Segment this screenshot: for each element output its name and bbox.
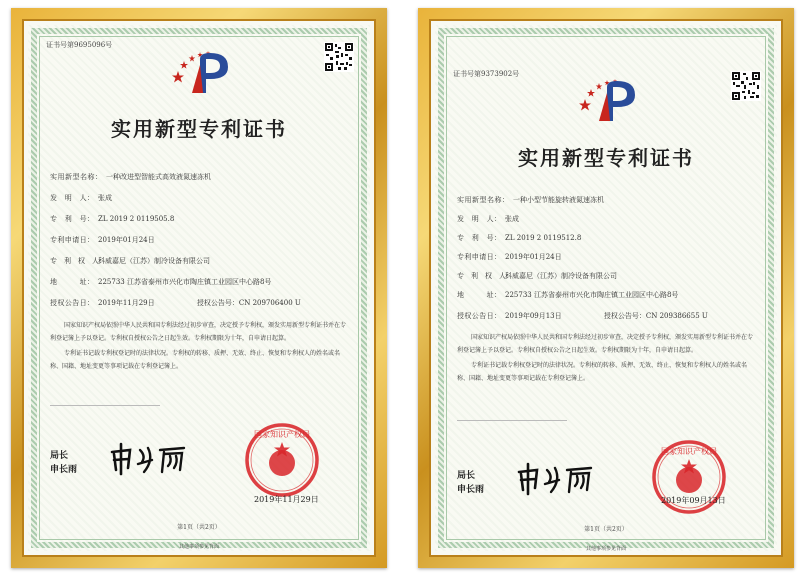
official-seal-icon <box>244 422 320 498</box>
seal-text: 国家知识产权局 <box>661 447 717 456</box>
bottom-note: 其他事项参见背面 <box>585 546 626 552</box>
field-utility-model-name: 实用新型名称： 一种改进型智能式高效液氮速冻机 <box>50 173 211 181</box>
qr-code-icon <box>324 42 354 72</box>
director-signature <box>513 460 613 496</box>
field-patent-number: 专 利 号： ZL 2019 2 0119505.8 <box>50 215 175 223</box>
certificate-body-text <box>457 331 755 387</box>
page-number: 第1页（共2页） <box>177 524 221 531</box>
body-paragraph: 国家知识产权局依照中华人民共和国专利法经过初步审查，决定授予专利权，颁发实用新型专利证书并在专利登记簿上予以登记。专利权自授权公告之日起生效。专利权期限为十年，自申请日起算。 <box>50 322 347 342</box>
patent-office-logo-icon <box>170 45 236 99</box>
field-patent-number: 专 利 号： ZL 2019 2 0119512.8 <box>457 234 582 242</box>
director-name: 申长雨 <box>50 465 78 475</box>
certificate-paper <box>435 25 777 551</box>
barcode-strip <box>457 420 567 427</box>
field-grant-date: 授权公告日： 2019年11月29日 授权公告号：CN 209706400 U <box>50 299 301 307</box>
certificate-frame-right <box>418 8 794 568</box>
field-address: 地 址： 225733 江苏省泰州市兴化市陶庄镇工业园区中心路8号 <box>50 278 272 286</box>
field-grant-date: 授权公告日： 2019年09月13日 授权公告号：CN 209386655 U <box>457 312 708 320</box>
page-number: 第1页（共2页） <box>584 526 628 533</box>
certificate-number: 证书号第9695096号 <box>46 41 113 49</box>
certificate-paper <box>28 25 370 551</box>
field-inventor: 发 明 人： 张成 <box>457 215 519 223</box>
certificate-title: 实用新型专利证书 <box>518 146 694 170</box>
body-paragraph: 专利证书记载专利权登记时的法律状况。专利权的转移、质押、无效、终止、恢复和专利权人的姓名或名称、国籍、地址变更等事项记载在专利登记簿上。 <box>50 350 341 370</box>
field-application-date: 专利申请日： 2019年01月24日 <box>457 253 562 261</box>
field-patentee: 专 利 权 人：科威嘉尼（江苏）制冷设备有限公司 <box>50 257 210 265</box>
barcode-strip <box>50 405 160 412</box>
director-title: 局长 <box>457 471 476 481</box>
body-paragraph: 国家知识产权局依照中华人民共和国专利法经过初步审查，决定授予专利权，颁发实用新型专利证书并在专利登记簿上予以登记。专利权自授权公告之日起生效。专利权期限为十年，自申请日起算。 <box>457 334 754 354</box>
bottom-note: 其他事项参见背面 <box>178 544 219 550</box>
certificate-sheet <box>429 19 783 557</box>
certificate-frame-left <box>11 8 387 568</box>
certificate-number: 证书号第9373902号 <box>453 70 520 78</box>
seal-date: 2019年11月29日 <box>254 495 319 504</box>
field-address: 地 址： 225733 江苏省泰州市兴化市陶庄镇工业园区中心路8号 <box>457 291 679 299</box>
certificate-body-text <box>50 319 348 375</box>
director-signature <box>106 440 206 476</box>
field-application-date: 专利申请日： 2019年01月24日 <box>50 236 155 244</box>
body-paragraph: 专利证书记载专利权登记时的法律状况。专利权的转移、质押、无效、终止、恢复和专利权人的姓名或名称、国籍、地址变更等事项记载在专利登记簿上。 <box>457 362 748 382</box>
director-title: 局长 <box>50 451 69 461</box>
field-patentee: 专 利 权 人：科威嘉尼（江苏）制冷设备有限公司 <box>457 272 617 280</box>
seal-date: 2019年09月13日 <box>661 496 726 505</box>
patent-office-logo-icon <box>577 73 643 127</box>
qr-code-icon <box>731 71 761 101</box>
certificate-title: 实用新型专利证书 <box>111 117 287 141</box>
field-utility-model-name: 实用新型名称： 一种小型节能旋转液氮速冻机 <box>457 196 604 204</box>
seal-text: 国家知识产权局 <box>254 430 310 439</box>
director-name: 申长雨 <box>457 485 485 495</box>
field-inventor: 发 明 人： 张成 <box>50 194 112 202</box>
certificate-sheet <box>22 19 376 557</box>
